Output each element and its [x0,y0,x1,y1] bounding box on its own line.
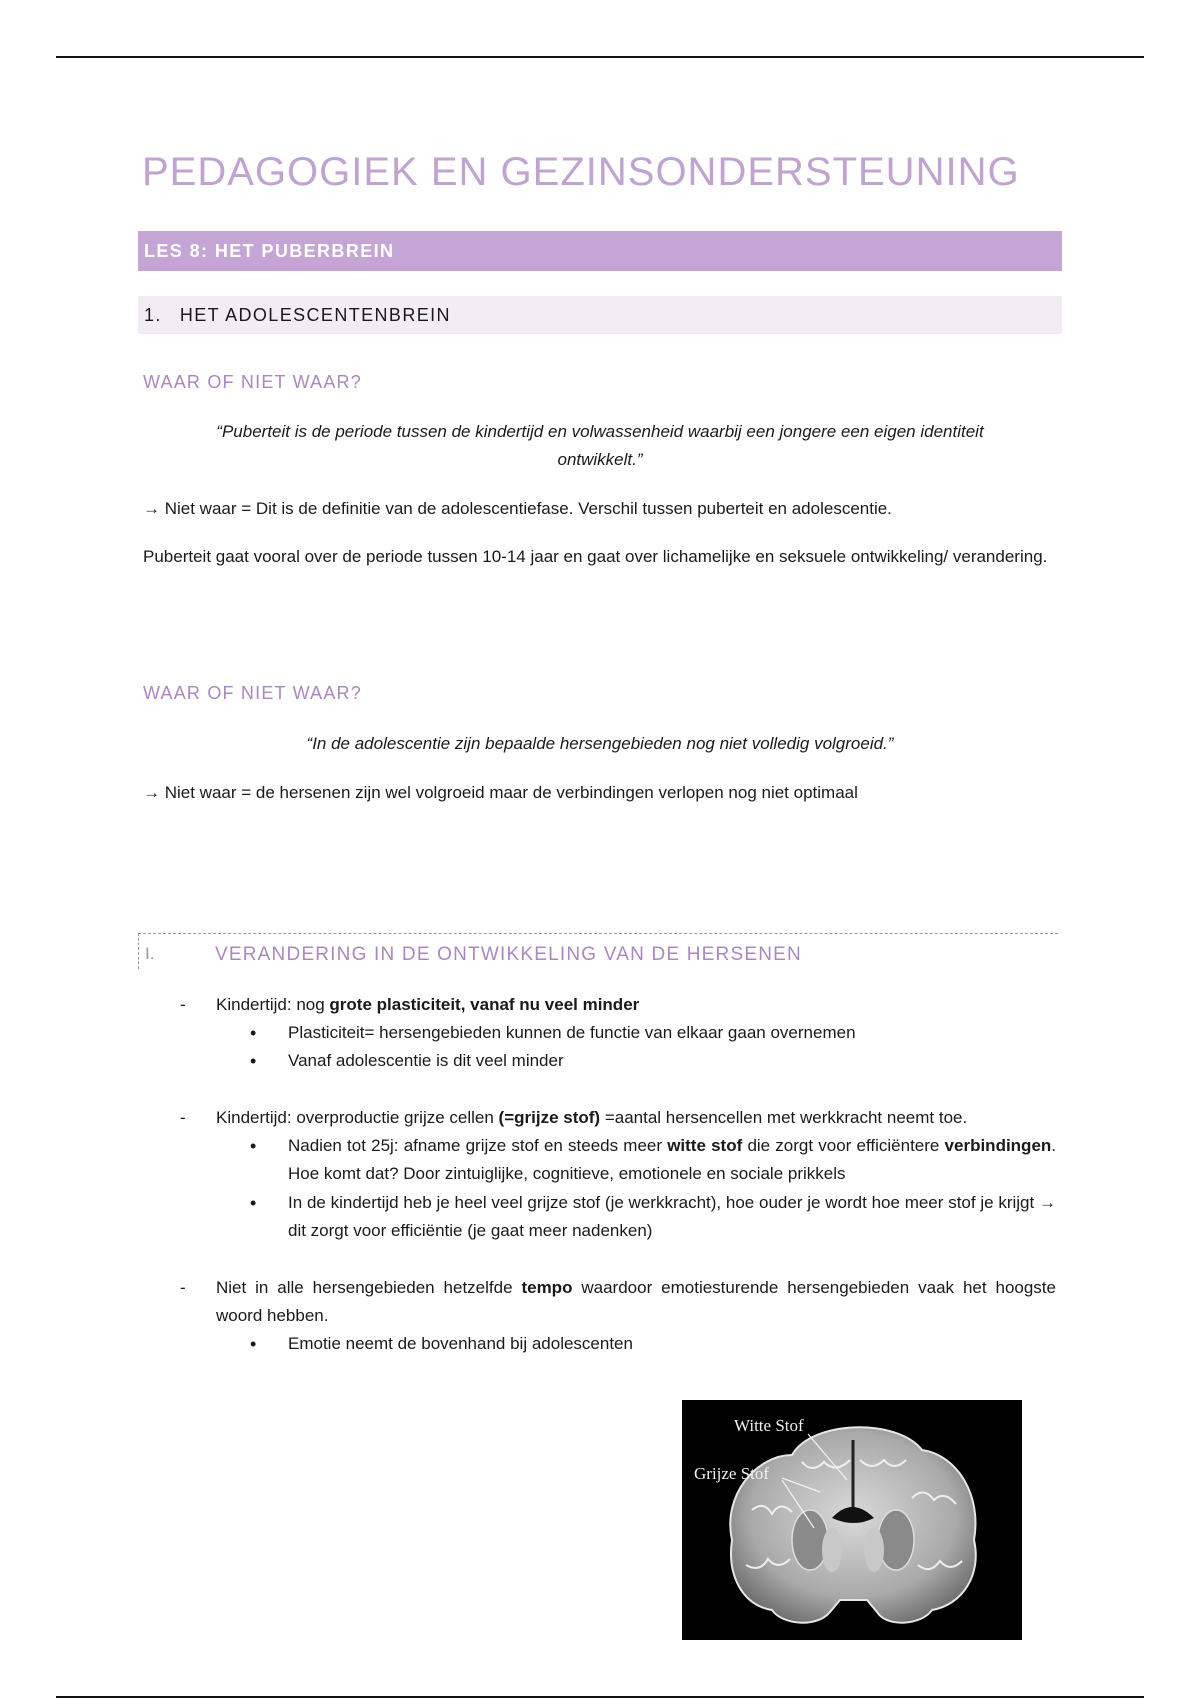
list-item [216,1274,1056,1330]
brain-figure [682,1400,1022,1640]
label-grey-matter: Grijze Stof [694,1464,770,1483]
section-title: HET ADOLESCENTENBREIN [179,304,451,325]
list-item-text: waardoor emotiesturende hersengebieden vaak het hoogste woord hebben. [216,1278,1056,1325]
subsection-number: I. [145,944,155,963]
quiz1-quote [165,418,1035,474]
bullet-text: die zorgt voor efficiëntere [742,1136,945,1155]
list-item-bold: grote plasticiteit, vanaf nu veel minder [329,995,640,1014]
quiz2-answer: → Niet waar = de hersenen zijn wel volgroeid maar de verbindingen verlopen nog niet optimaal [143,783,858,802]
list-item-text: =aantal hersencellen met werkkracht neemt toe. [600,1108,968,1127]
bullet-bold: witte stof [667,1136,743,1155]
label-white-matter: Witte Stof [734,1416,804,1435]
list-item [216,1104,1056,1132]
document-title: PEDAGOGIEK EN GEZINSONDERSTEUNING [142,150,1020,194]
bullet-item: • In de kindertijd heb je heel veel grijze stof (je werkkracht), hoe ouder je wordt hoe meer stof je krijgt → dit zorgt voor efficiëntie (je gaat meer nadenken) [288,1189,1056,1245]
list-item [216,991,1056,1019]
bullet-item: • Emotie neemt de bovenhand bij adolescenten [288,1330,1056,1358]
quiz1-answer: → Niet waar = Dit is de definitie van de adolescentiefase. Verschil tussen puberteit en adolescentie. [143,499,892,518]
list-item-bold: tempo [521,1278,573,1297]
list-item-text: Kindertijd: overproductie grijze cellen [216,1108,499,1127]
quiz1-quote-line2: ontwikkelt.” [557,450,643,469]
bullet-bold: verbindingen [944,1136,1052,1155]
bullet-text: . Hoe komt dat? Door zintuiglijke, cognitieve, emotionele en sociale prikkels [288,1136,1057,1183]
top-rule [56,56,1144,58]
quiz2-heading: WAAR OF NIET WAAR? [143,683,362,703]
bullet-item: • Plasticiteit= hersengebieden kunnen de functie van elkaar gaan overnemen [288,1019,1056,1047]
quiz1-heading: WAAR OF NIET WAAR? [143,372,362,392]
bottom-rule [56,1696,1144,1698]
lesson-heading: LES 8: HET PUBERBREIN [138,231,1062,271]
list-item-text: Kindertijd: nog [216,995,330,1014]
quiz1-quote-line1: “Puberteit is de periode tussen de kindertijd en volwassenheid waarbij een jongere een eigen identiteit [216,422,984,441]
list-item-text: Niet in alle hersengebieden hetzelfde [216,1278,522,1297]
bullet-item [288,1132,1056,1188]
bullet-text: Nadien tot 25j: afname grijze stof en steeds meer [288,1136,668,1155]
list-item-bold: (=grijze stof) [498,1108,601,1127]
subsection-heading [138,933,1058,969]
section-number: 1. [144,304,162,325]
brain-illustration [682,1400,1022,1640]
bullet-item: • Vanaf adolescentie is dit veel minder [288,1047,1056,1075]
subsection-title: VERANDERING IN DE ONTWIKKELING VAN DE HERSENEN [215,944,802,965]
section-heading [138,296,1062,334]
quiz1-explanation: Puberteit gaat vooral over de periode tussen 10-14 jaar en gaat over lichamelijke en seksuele ontwikkeling/ verandering. [143,547,1048,566]
quiz2-quote: “In de adolescentie zijn bepaalde hersengebieden nog niet volledig volgroeid.” [306,734,894,753]
